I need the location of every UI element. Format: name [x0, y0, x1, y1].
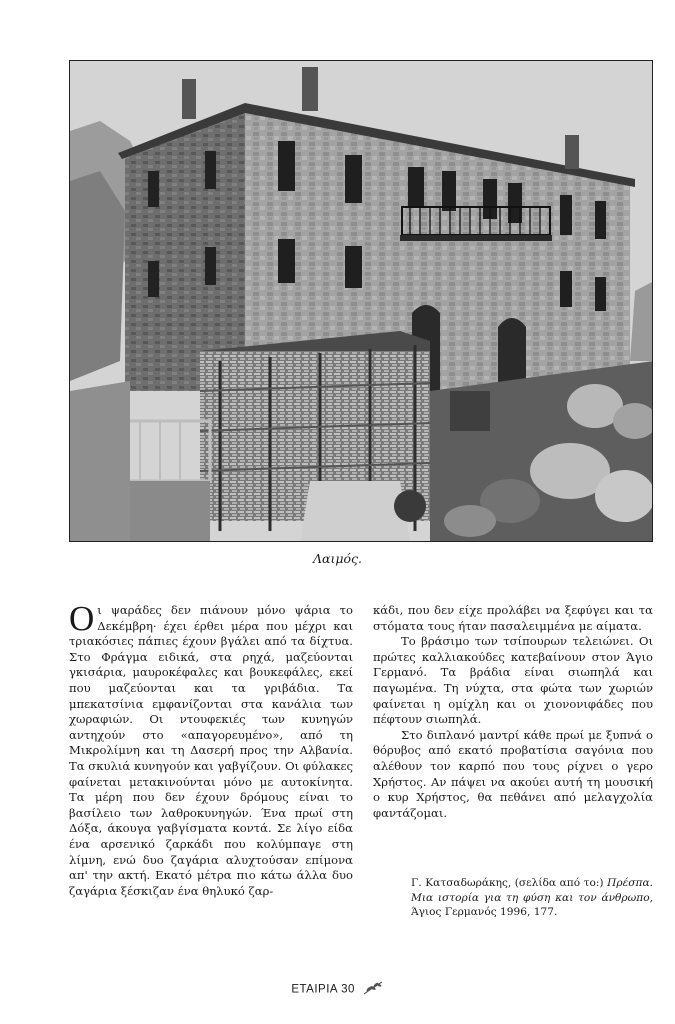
- source-citation: [411, 876, 653, 920]
- article-right-column: [373, 603, 653, 821]
- source-title: Πρέσπα. Μια ιστορία για τη φύση και τον άνθρωπο,: [411, 877, 653, 904]
- article-paragraph-text: ι ψαράδες δεν πιάνουν μόνο ψάρια το Δεκέμβρη· έχει έρθει μέρα που μέχρι και τριακόσιες πάπιες έχουν βγάλει από τα δίχτυα. Στο Φράγμα ειδικά, στα ρηχά, μαζεύονται γκισάρια, μαυροκέφαλες και βουκεφάλες, εκεί που μαζεύονται και τα γριβάδια. Τα μπεκατσίνια εμφανίζονται στα κανάλια των χωραφιών. Οι ντουφεκιές των κυνηγών αντηχούν στο «απαγορευμένο», από τη Μικρολίμνη και τη Δασερή προς την Αλβανία. Τα σκυλιά κυνηγούν και γαβγίζουν. Οι φύλακες φαίνεται μετακινούνται μόνο με αυτοκίνητα. Τα μέρη που δεν έχουν δρόμους είναι το βασίλειο των λαθροκυνηγών. Ένα πρωί στη Δόξα, άκουγα γαβγίσματα κοντά. Σε λίγο είδα ένα αρσενικό ζαρκάδι που κολύμπαγε στη λίμνη, ενώ δυο ζαγάρια αλυχτούσαν επίμονα απ' την ακτή. Εκατό μέτρα πιο κάτω άλλα δυο ζαγάρια ξέσκιζαν ένα θηλυκό ζαρ-: [69, 603, 353, 898]
- source-publisher: Άγιος Γερμανός 1996, 177.: [411, 906, 558, 918]
- leaf-sprig-icon: [362, 980, 384, 999]
- photo-caption: Λαιμός.: [313, 551, 362, 566]
- article-paragraph: Στο διπλανό μαντρί κάθε πρωί με ξυπνά ο θόρυβος από εκατό προβατίσια σαγόνια που αλέθουν τον καρπό που τους ρίχνει ο γερο Χρήστος. Αν πάψει να ακούει αυτή τη μουσική ο κυρ Χρήστος, θα πεθάνει από μελαγχολία φαντάζομαι.: [373, 727, 653, 820]
- article-paragraph: Το βράσιμο των τσίπουρων τελειώνει. Οι πρώτες καλλιακούδες κατεβαίνουν στον Άγιο Γερμανό. Τα βράδια είναι σιωπηλά και παγωμένα. Τη νύχτα, στα φώτα των χωριών φαίνεται η ομίχλη και οι χιονονιφάδες που πέφτουν σιωπηλά.: [373, 634, 653, 727]
- page-footer: [0, 980, 675, 999]
- page-number: 30: [341, 983, 355, 996]
- article-paragraph: κάδι, που δεν είχε προλάβει να ξεφύγει και τα στόματα τους ήταν πασαλειμμένα με αίματα.: [373, 603, 653, 633]
- article-paragraph: [69, 599, 353, 899]
- article-left-column: [69, 599, 353, 899]
- photo-illustration: [70, 61, 653, 542]
- drop-cap: Ο: [69, 599, 95, 638]
- source-author: Γ. Κατσαδωράκης, (σελίδα από το:): [411, 877, 604, 889]
- footer-label: ΕΤΑΙΡΙΑ: [291, 983, 338, 996]
- building-photo: [69, 60, 653, 542]
